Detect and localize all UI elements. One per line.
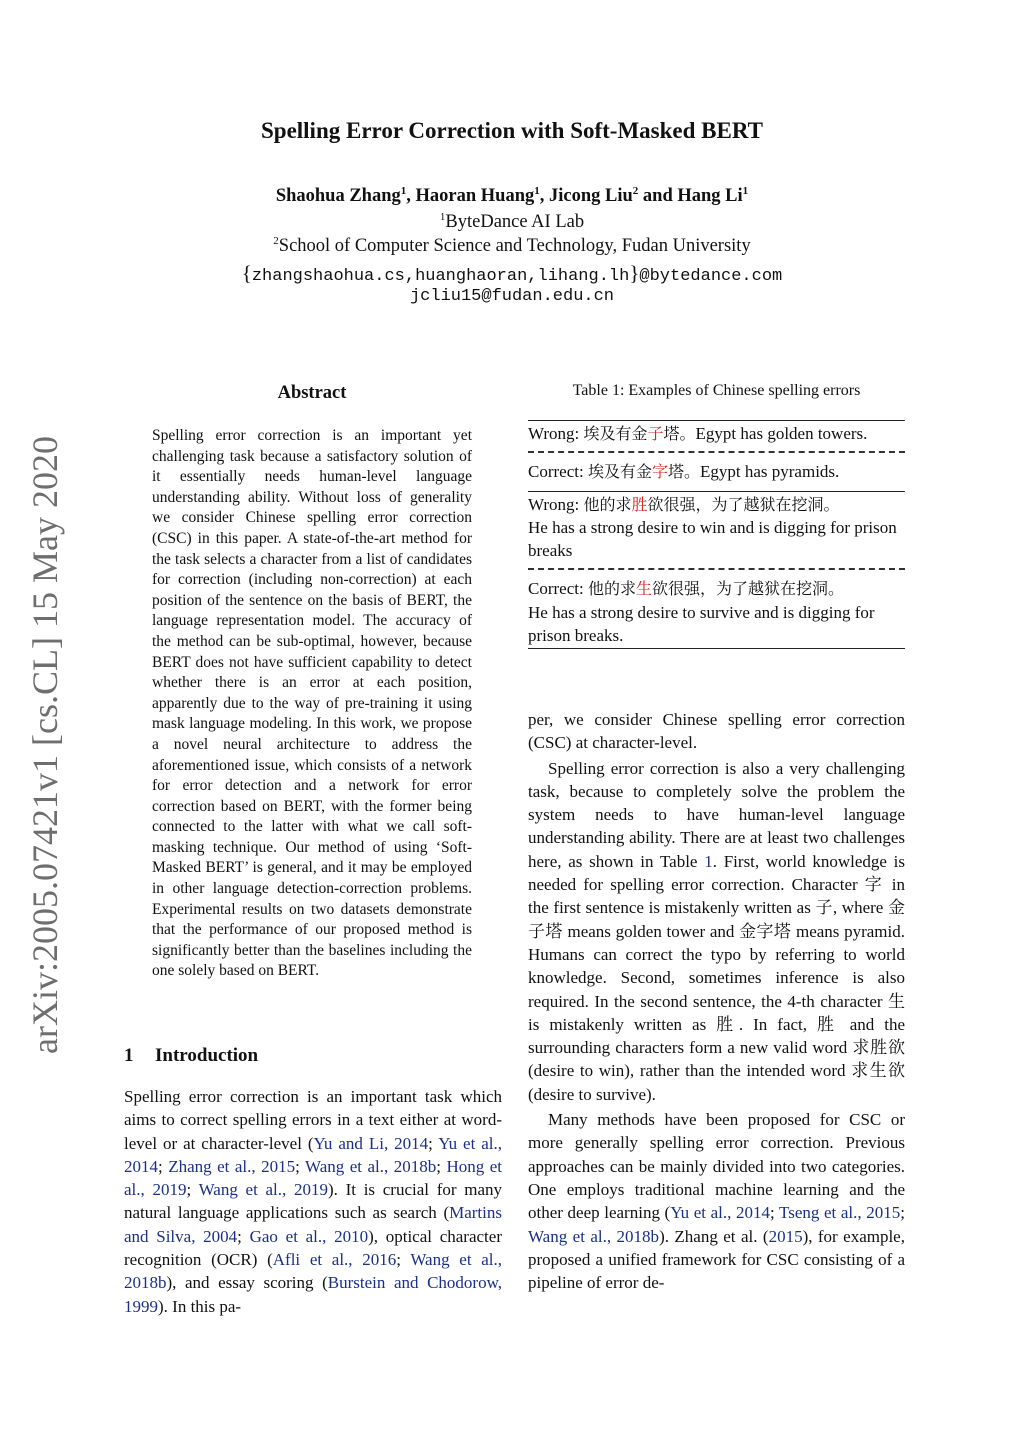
paragraph: per, we consider Chinese spelling error correction (CSC) at character-level.: [528, 710, 905, 753]
body-text: ;: [396, 1250, 411, 1270]
paper-title: Spelling Error Correction with Soft-Masked BERT: [260, 118, 763, 143]
citation-link[interactable]: Zhang et al., 2015: [168, 1156, 296, 1176]
body-text: ;: [237, 1226, 250, 1246]
chinese-text: 塔。: [667, 462, 700, 482]
author-separator: ,: [406, 186, 416, 206]
body-text: ;: [428, 1133, 439, 1153]
body-text: ;: [436, 1156, 447, 1176]
author-separator: and: [638, 186, 678, 206]
brace-close: }: [629, 261, 640, 285]
affiliation-text: School of Computer Science and Technology, Fudan University: [278, 236, 751, 256]
email-line-2: jcliu15@fudan.edu.cn: [409, 287, 615, 306]
author-list: [0, 186, 1024, 207]
citation-link[interactable]: Martins and Silva, 2004: [124, 1203, 502, 1246]
body-text: ;: [900, 1203, 905, 1223]
table-row: [528, 492, 905, 563]
section-number: 1: [124, 1045, 134, 1066]
body-text: ). It is crucial for many natural language applications such as search (: [124, 1180, 502, 1223]
affiliation-mark: 1: [534, 184, 540, 197]
chinese-text: 埃及有金: [587, 462, 652, 482]
body-text: ), for example, proposed a unified framework for CSC consisting of a pipeline of error de-: [528, 1226, 905, 1293]
citation-link[interactable]: Afli et al., 2016: [272, 1250, 397, 1270]
affiliation-mark: 1: [400, 184, 407, 197]
table-reference-link[interactable]: 1: [704, 851, 713, 871]
chinese-text: 埃及有金: [583, 424, 648, 443]
author-name: Hang Li: [677, 186, 743, 206]
author-name: Haoran Huang: [415, 186, 535, 206]
paragraph: [528, 757, 905, 1106]
chinese-text: 欲很强，为了越狱在挖洞。: [651, 579, 844, 599]
citation-link[interactable]: Tseng et al., 2015: [779, 1203, 901, 1223]
english-translation: Egypt has golden towers.: [695, 424, 868, 443]
citation-link[interactable]: Yu et al., 2014: [124, 1133, 503, 1176]
affiliation-mark: 1: [742, 184, 749, 197]
email-line-1: [0, 261, 1024, 286]
table-row: [528, 460, 905, 483]
chinese-text: 欲很强，为了越狱在挖洞。: [647, 494, 840, 514]
body-text: Spelling error correction is an important task which aims to correct spelling errors in a text either at word-level or at character-level (: [124, 1087, 502, 1153]
table-row: [528, 421, 905, 445]
author-name: Shaohua Zhang: [275, 186, 401, 206]
examples-table: [528, 420, 905, 649]
highlighted-character: 生: [635, 579, 652, 599]
right-column-text: [528, 708, 905, 1296]
highlighted-character: 字: [651, 462, 668, 482]
citation-link[interactable]: Yu et al., 2014: [670, 1203, 770, 1223]
citation-link[interactable]: Wang et al., 2018b: [305, 1156, 437, 1176]
affiliation-mark: 1: [439, 210, 446, 223]
citation-link[interactable]: Hong et al., 2019: [124, 1156, 503, 1200]
body-text: ), optical character recognition (OCR) (: [124, 1226, 502, 1270]
intro-paragraph: [124, 1085, 502, 1318]
affiliation-2: [0, 236, 1024, 257]
citation-link[interactable]: 2015: [768, 1226, 803, 1246]
table-dashed-rule: [528, 451, 905, 453]
highlighted-character: 胜: [631, 494, 648, 514]
paragraph: [528, 1108, 905, 1294]
chinese-text: 他的求: [583, 494, 632, 514]
citation-link[interactable]: Wang et al., 2018b: [124, 1250, 503, 1293]
body-text: ). Zhang et al. (: [659, 1226, 769, 1246]
email-names: zhangshaohua.cs,huanghaoran,lihang.lh: [251, 267, 630, 286]
citation-link[interactable]: Gao et al., 2010: [249, 1226, 369, 1246]
chinese-text: 他的求: [587, 579, 636, 599]
affiliation-1: [0, 212, 1024, 233]
table-dashed-rule: [528, 568, 905, 570]
affiliation-mark: 2: [632, 184, 639, 197]
body-text: ;: [186, 1180, 199, 1200]
brace-open: {: [241, 261, 252, 285]
affiliation-text: ByteDance AI Lab: [445, 212, 585, 232]
section-heading: [124, 1045, 258, 1067]
abstract-text: Spelling error correction is an important yet challenging task because a satisfactory solution of it essentially needs human-level language understanding ability. Without loss of generality we consider Chinese spelling error correction (CSC) in this paper. A state-of-the-art method for the task selects a character from a list of candidates for correction (including non-correction) at each position of the sentence on the basis of BERT, the language representation model. The accuracy of the method can be sub-optimal, however, because BERT does not have sufficient capability to detect whether there is an error at each position, apparently due to the way of pre-training it using mask language modeling. In this work, we propose a novel neural architecture to address the aforementioned issue, which consists of a network for error detection and a network for error correction based on BERT, with the former being connected to the latter with what we call soft-masking technique. Our method of using ‘Soft-Masked BERT’ is general, and it may be employed in other language detection-correction problems. Experimental results on two datasets demonstrate that the performance of our proposed method is significantly better than the baselines including the one solely based on BERT.: [152, 427, 472, 980]
citation-link[interactable]: Yu and Li, 2014: [313, 1133, 429, 1153]
body-text: . First, world knowledge is needed for spelling error correction. Character 字 in the first sentence is mistakenly written as 子, where 金子塔 means golden tower and 金字塔 means pyramid. Humans can correct the typo by referring to world knowledge. Second, sometimes inference is also required. In the second sentence, the 4-th character 生 is mistakenly written as 胜. In fact, 胜 and the surrounding characters form a new valid word 求胜欲 (desire to win), rather than the intended word 求生欲 (desire to survive).: [528, 851, 905, 1104]
citation-link[interactable]: Wang et al., 2018b: [528, 1226, 660, 1246]
english-translation: He has a strong desire to win and is digging for prison breaks: [528, 517, 897, 561]
body-text: Many methods have been proposed for CSC or more generally spelling error correction. Previous approaches can be mainly divided into two categories. One employs traditional machine learning and the other deep learning (: [528, 1110, 905, 1223]
table-bottom-rule: [528, 648, 905, 649]
body-text: ;: [295, 1156, 306, 1176]
row-label: Wrong:: [528, 494, 584, 514]
table-caption: Table 1: Examples of Chinese spelling errors: [572, 382, 861, 399]
citation-link[interactable]: Wang et al., 2019: [198, 1180, 328, 1200]
highlighted-character: 子: [647, 424, 664, 443]
author-separator: ,: [539, 186, 549, 206]
body-text: ;: [158, 1156, 169, 1176]
row-label: Correct:: [528, 462, 588, 482]
affiliation-mark: 2: [273, 234, 279, 247]
table-row: [528, 577, 905, 647]
body-text: ;: [769, 1203, 780, 1223]
body-text: Spelling error correction is also a very challenging task, because to completely solve the problem the system needs to have human-level language understanding ability. There are at least two challenges here, as shown in Table: [528, 758, 905, 871]
body-text: ), and essay scoring (: [166, 1273, 328, 1293]
english-translation: Egypt has pyramids.: [700, 462, 840, 482]
author-name: Jicong Liu: [549, 186, 633, 206]
english-translation: He has a strong desire to survive and is digging for prison breaks.: [528, 602, 875, 646]
body-text: ). In this pa-: [158, 1296, 242, 1316]
chinese-text: 塔。: [663, 424, 696, 443]
citation-link[interactable]: Burstein and Chodorow, 1999: [124, 1273, 502, 1316]
email-domain: @bytedance.com: [639, 267, 783, 286]
abstract-heading: Abstract: [277, 383, 347, 403]
row-label: Correct:: [528, 579, 588, 599]
row-label: Wrong:: [528, 424, 584, 443]
arxiv-stamp: arXiv:2005.07421v1 [cs.CL] 15 May 2020: [25, 436, 65, 1054]
section-title: Introduction: [155, 1045, 259, 1066]
